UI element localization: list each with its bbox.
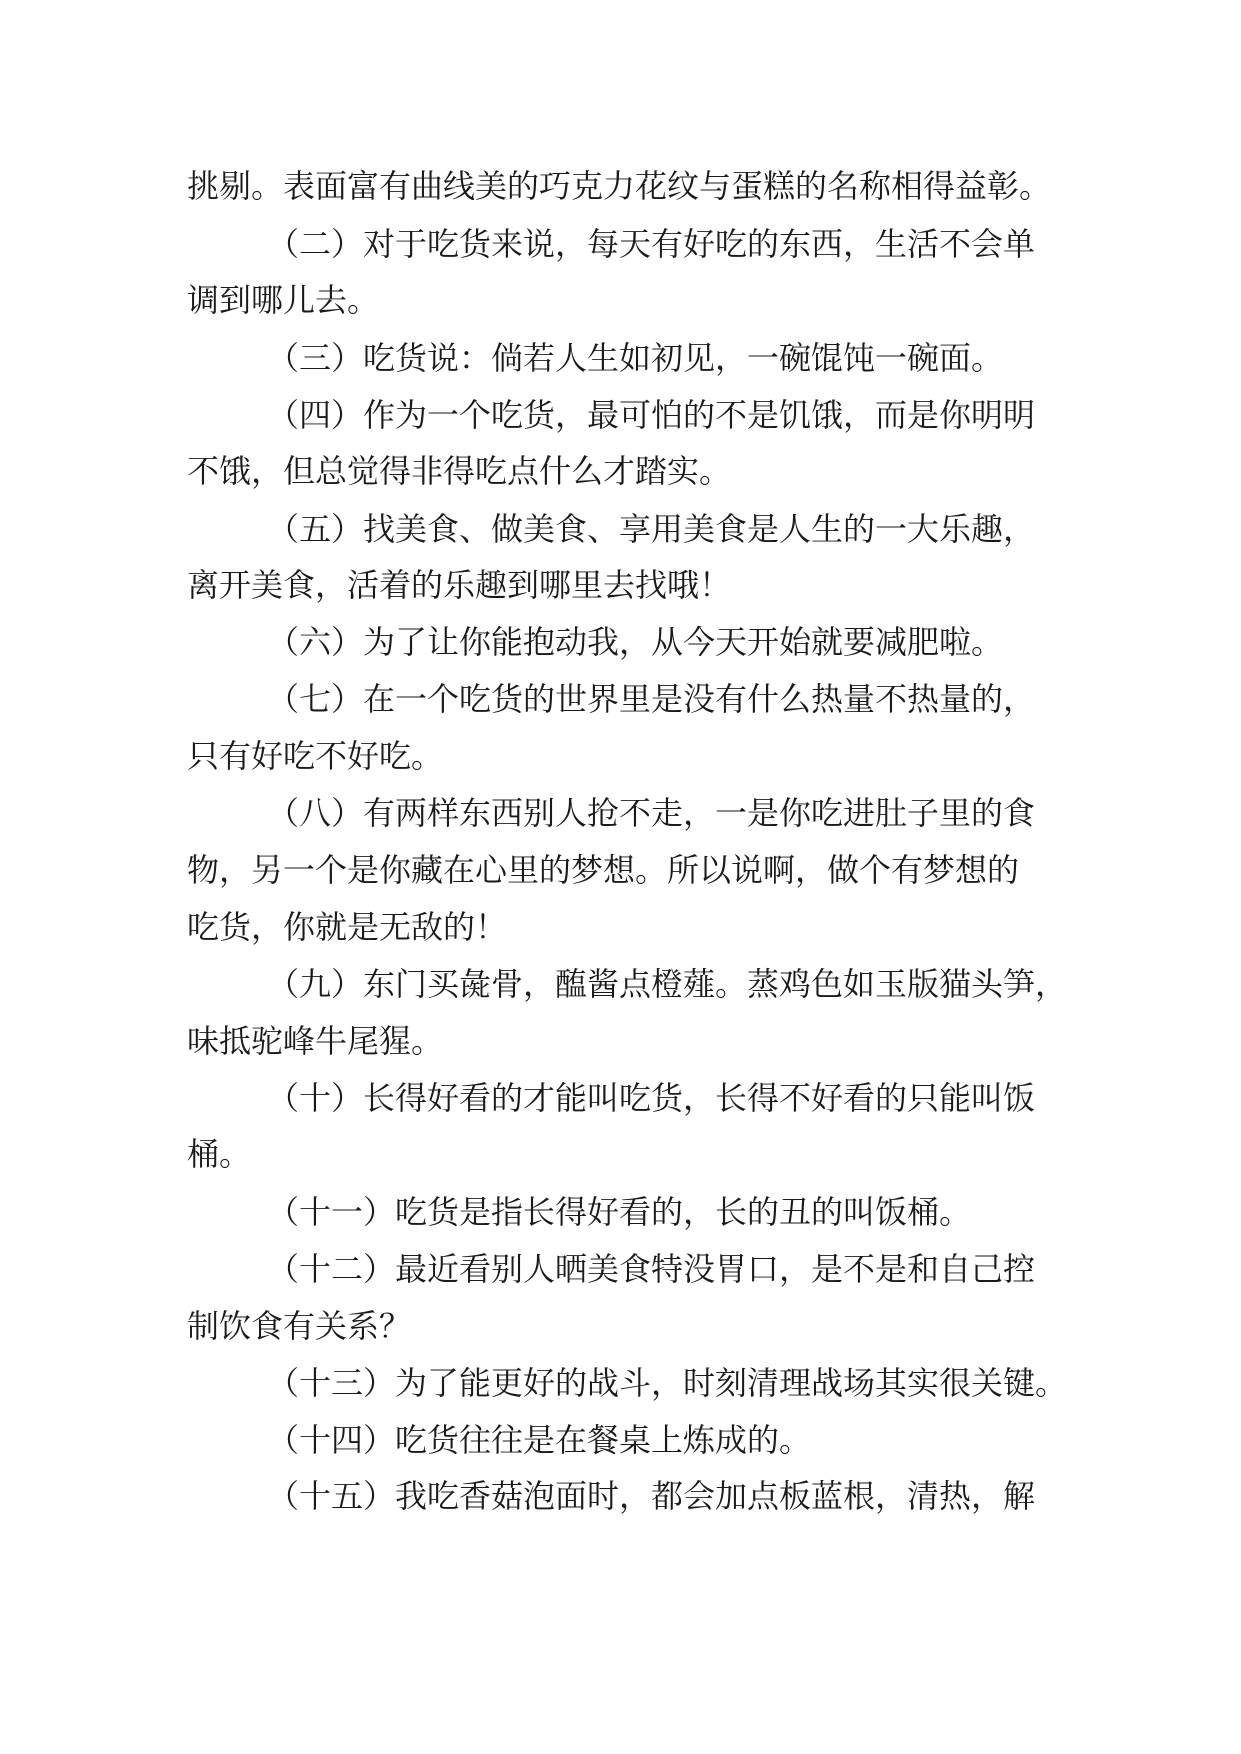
paragraph-line: 制饮食有关系？ (187, 1307, 412, 1345)
paragraph-line: 离开美食，活着的乐趣到哪里去找哦！ (187, 566, 732, 604)
paragraph-line: （五）找美食、做美食、享用美食是人生的一大乐趣， (267, 510, 1036, 548)
paragraph-line: （十）长得好看的才能叫吃货，长得不好看的只能叫饭 (267, 1079, 1036, 1117)
paragraph-line: 不饿，但总觉得非得吃点什么才踏实。 (187, 452, 732, 490)
paragraph-line: （十五）我吃香菇泡面时，都会加点板蓝根，清热，解 (267, 1477, 1036, 1515)
paragraph-line: （八）有两样东西别人抢不走，一是你吃进肚子里的食 (267, 794, 1036, 832)
paragraph-line: （十三）为了能更好的战斗，时刻清理战场其实很关键。 (267, 1364, 1068, 1402)
paragraph-line: 吃货，你就是无敌的！ (187, 908, 508, 946)
paragraph-line: （二）对于吃货来说，每天有好吃的东西，生活不会单 (267, 225, 1036, 263)
paragraph-line: （六）为了让你能抱动我，从今天开始就要减肥啦。 (267, 623, 1004, 661)
paragraph-line: （十一）吃货是指长得好看的，长的丑的叫饭桶。 (267, 1193, 972, 1231)
paragraph-line: （四）作为一个吃货，最可怕的不是饥饿，而是你明明 (267, 396, 1036, 434)
paragraph-line: 桶。 (187, 1135, 252, 1173)
paragraph-line: （七）在一个吃货的世界里是没有什么热量不热量的， (267, 680, 1036, 718)
paragraph-line: （十四）吃货往往是在餐桌上炼成的。 (267, 1421, 812, 1459)
paragraph-line: 调到哪儿去。 (187, 281, 380, 319)
paragraph-line: （三）吃货说：倘若人生如初见，一碗馄饨一碗面。 (267, 339, 1004, 377)
paragraph-line: 味抵驼峰牛尾猩。 (187, 1022, 444, 1060)
paragraph-line: （十二）最近看别人晒美食特没胃口，是不是和自己控 (267, 1250, 1036, 1288)
paragraph-line: 物，另一个是你藏在心里的梦想。所以说啊，做个有梦想的 (187, 851, 1020, 889)
paragraph-line: 挑剔。表面富有曲线美的巧克力花纹与蛋糕的名称相得益彰。 (187, 167, 1052, 205)
paragraph-line: 只有好吃不好吃。 (187, 737, 444, 775)
paragraph-line: （九）东门买彘骨，醢酱点橙薤。蒸鸡色如玉版猫头笋， (267, 965, 1068, 1003)
